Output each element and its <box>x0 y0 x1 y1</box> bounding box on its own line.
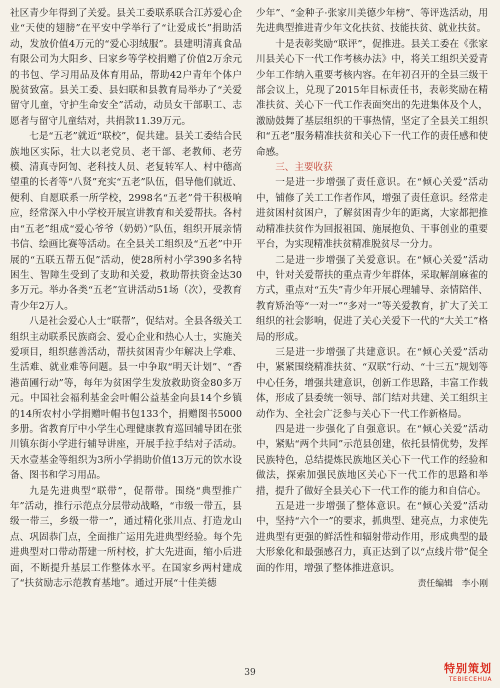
editor-credit: 责任编辑 李小刚 <box>417 579 488 590</box>
right-paragraph-10: 十是表彰奖励“联评”，促推进。县关工委在《张家川县关心下一代工作考核办法》中，将关工组织关爱青少年工作纳入重要考核内容。在年初召开的全县三级干部会议上，兑现了2015年目标责任书，表彰奖励在精准扶贫、关心下一代工作表面突出的先进集体及个人，激励鼓舞了基层组织的干事热情，坚定了全县关工组织和“五老”服务精准扶贫和关心下一代工作的责任感和使命感。 <box>256 38 488 158</box>
harvest-paragraph-1: 一是进一步增强了责任意识。在“倾心关爱”活动中，铺修了关工工作者作风，增强了责任意识。经常走进贫困村贫困户，了解贫困青少年的距离，大家都把推动精准扶贫作为回报祖国、施展抱负、干事创业的重要平台，为实现精准扶贫精准脱贫尽一分力。 <box>256 177 488 251</box>
left-paragraph-continuation: 社区青少年得到了关爱。县关工委联系联合江苏爱心企业“天使的翅膀”在平安中学举行了“让爱成长”捐助活动，发放价值4万元的“爱心羽绒服”。县建明清真食品有限公司为大阳乡、曰家乡等学校捐赠了价值2万余元的书包、学习用品及体育用品，帮助42户青年个体户脱贫致富。县关工委、县妇联和县教育局举办了“关爱留守儿童，守护生命安全”活动，动员女干部职工、志愿者与留守儿童结对，共捐款11.39万元。 <box>10 8 242 127</box>
harvest-paragraph-5: 五是进一步增强了整体意识。在“倾心关爱”活动中，坚持“六个一”的要求，抓典型、建亮点，力求使先进典型有更强的鲜活性和辐射带动作用，形成典型的最大形象化和最强感召力，真正达到了以“点线片带”促全面的作用，增强了整体推进意识。 <box>256 501 488 574</box>
section-heading: 三、主要收获 <box>275 162 333 174</box>
brand-subtitle: TEBIECEHUA <box>448 676 492 683</box>
harvest-paragraph-2: 二是进一步增强了关爱意识。在“倾心关爱”活动中，针对关爱帮扶的重点青少年群体，采取解剖麻雀的方式，重点对“五失”青少年开展心理辅导、亲情陪伴、教育矫治等“一对一”“多对一”等关爱教育，扩大了关工组织的社会影响，促进了关心关爱下一代的“大关工”格局的形成。 <box>256 254 488 343</box>
harvest-paragraph-4: 四是进一步强化了自强意识。在“倾心关爱”活动中，紧贴“两个共同”示范县创建，依托县情优势，发挥民族特色，总结提炼民族地区关心下一代工作的经验和做法，探索加强民族地区关心下一代工作的思路和举措，提升了做好全县关心下一代工作的能力和自信心。 <box>256 423 488 497</box>
left-column <box>10 6 242 591</box>
section-brand <box>444 660 492 683</box>
page-number: 39 <box>244 668 256 678</box>
brand-title: 特别策划 <box>444 662 492 675</box>
left-paragraph-7: 七是“五老”就近“联校”，促共建。县关工委结合民族地区实际，壮大以老党员、老干部、老教师、老劳模、清真寺阿訇、老科技人员、老复转军人、村中德高望重的长者等“八贤”充实“五老”队伍，倡导他们就近、便利、自愿联系一所学校，2998名“五老”骨干积极响应，经常深入中小学校开展宣讲教育和关爱帮扶。各村由“五老”组成“爱心爷爷（奶奶）”队伍，组织开展亲情书信、绘画比赛等活动。在全县关工组织及“五老”中开展的“五联五帮五促”活动，使28所村小学390多名特困生、智障生受到了支助和关爱，救助帮扶资金达30多万元。举办各类“五老”宣讲活动51场（次），受教育青少年2万人。 <box>10 131 242 312</box>
right-paragraph-continuation: 少年”、“金种子·张家川美德少年榜”、等评选活动，用先进典型推进青少年文化扶贫、技能扶贫、就业扶贫。 <box>256 8 488 35</box>
left-paragraph-9: 九是先进典型“联带”，促帮带。围绕“典型推广年”活动，推行示范点分层带动战略，“市级一带五，县级一带三，乡级一带一”，通过精化张川点、打造龙山点、巩固恭门点，全面推广运用先进典型经验。每个先进典型对口带动帮建一所村校，扩大先进面，缩小后进面，不断提升基层工作整体水平。在国家乡两村建成了“扶贫励志示范教育基地”。通过开展“十佳美德 <box>10 485 242 590</box>
left-paragraph-8: 八是社会爱心人士“联帮”，促结对。全县各级关工组织主动联系民族商会、爱心企业和热心人士，实施关爱项目，组织慈善活动，帮扶贫困青少年解决上学难、生活难、就业难等问题。县一中争取“明天计划”、“香港苗圃行动”等，每年为贫困学生发放救助资金80多万元。中国社会福利基金会叶帽公益基金向县14个乡镇的14所农村小学捐赠叶帽书包133个，捐赠图书5000多册。省教育厅中小学生心理健康教育巡回辅导团在张川镇东街小学进行辅导讲座，开展手拉手结对子活动。天水壹基金等组织为3所小学捐助价值13万元的饮水设备、图书和学习用品。 <box>10 316 242 482</box>
harvest-paragraph-3: 三是进一步增强了共建意识。在“倾心关爱”活动中，紧紧围绕精准扶贫、“双联”行动、“十三五”规划等中心任务，增强共建意识，创新工作思路，丰富工作载体，形成了县委统一领导、部门结对共建、关工组织主动作为、全社会广泛参与关心下一代工作新格局。 <box>256 346 488 420</box>
right-column <box>256 6 488 592</box>
